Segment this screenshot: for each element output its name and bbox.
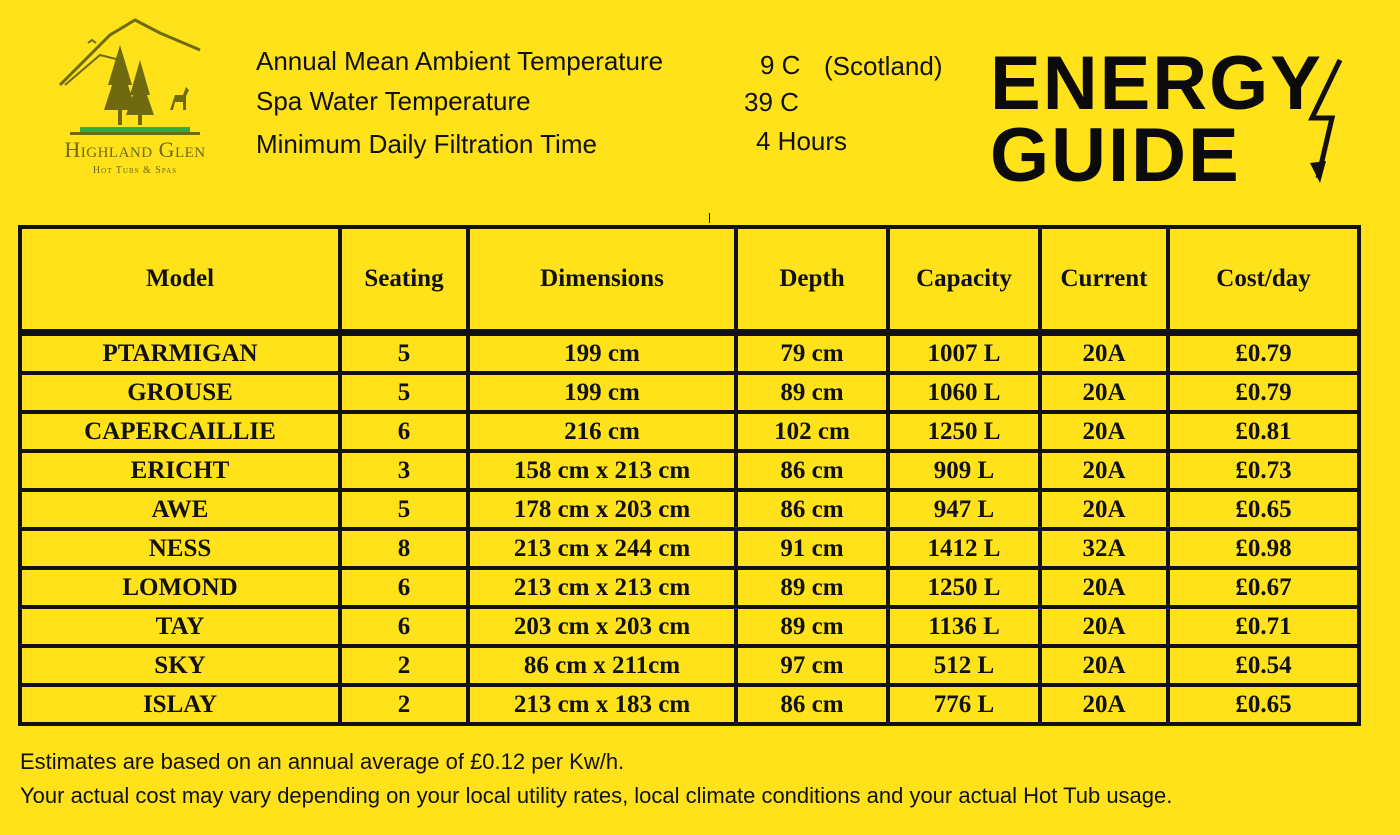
- mountain-deer-logo-icon: [40, 15, 230, 140]
- table-row: [20, 529, 1359, 568]
- lightning-bolt-icon: [1290, 58, 1350, 183]
- capacity-cell: 1412 L: [888, 529, 1040, 568]
- model-cell: GROUSE: [20, 373, 340, 412]
- model-cell: CAPERCAILLIE: [20, 412, 340, 451]
- brand-line-guide: GUIDE: [990, 113, 1241, 198]
- dimensions-cell: 158 cm x 213 cm: [468, 451, 736, 490]
- seating-cell: 5: [340, 333, 468, 374]
- seating-cell: 2: [340, 646, 468, 685]
- column-header-current: Current: [1040, 227, 1168, 333]
- energy-guide-brand: [990, 38, 1350, 198]
- depth-cell: 86 cm: [736, 451, 888, 490]
- cost-cell: £0.98: [1168, 529, 1359, 568]
- depth-cell: 86 cm: [736, 490, 888, 529]
- logo-tagline: Hot Tubs & Spas: [92, 165, 178, 176]
- depth-cell: 89 cm: [736, 373, 888, 412]
- cost-cell: £0.65: [1168, 490, 1359, 529]
- current-cell: 20A: [1040, 333, 1168, 374]
- capacity-cell: 947 L: [888, 490, 1040, 529]
- table-row: [20, 412, 1359, 451]
- current-cell: 20A: [1040, 607, 1168, 646]
- dimensions-cell: 213 cm x 213 cm: [468, 568, 736, 607]
- model-cell: PTARMIGAN: [20, 333, 340, 374]
- cost-cell: £0.71: [1168, 607, 1359, 646]
- current-cell: 20A: [1040, 412, 1168, 451]
- capacity-cell: 909 L: [888, 451, 1040, 490]
- depth-cell: 89 cm: [736, 568, 888, 607]
- footer-note-disclaimer: Your actual cost may vary depending on your local utility rates, local climate conditions and your actual Hot Tub usage.: [20, 783, 1173, 808]
- column-header-cost-per-day: Cost/day: [1168, 227, 1359, 333]
- column-header-depth: Depth: [736, 227, 888, 333]
- current-cell: 20A: [1040, 490, 1168, 529]
- model-cell: ERICHT: [20, 451, 340, 490]
- depth-cell: 97 cm: [736, 646, 888, 685]
- dimensions-cell: 203 cm x 203 cm: [468, 607, 736, 646]
- table-row: [20, 451, 1359, 490]
- footer-note-rate: Estimates are based on an annual average of £0.12 per Kw/h.: [20, 749, 625, 774]
- filtration-time-value: 4 Hours: [756, 126, 848, 156]
- dimensions-cell: 199 cm: [468, 373, 736, 412]
- dimensions-cell: 216 cm: [468, 412, 736, 451]
- dimensions-cell: 199 cm: [468, 333, 736, 374]
- table-row: [20, 607, 1359, 646]
- current-cell: 20A: [1040, 685, 1168, 724]
- ambient-temp-note: (Scotland): [824, 51, 943, 81]
- depth-cell: 86 cm: [736, 685, 888, 724]
- cost-cell: £0.65: [1168, 685, 1359, 724]
- depth-cell: 89 cm: [736, 607, 888, 646]
- filtration-time-label: Minimum Daily Filtration Time: [256, 129, 597, 159]
- capacity-cell: 1250 L: [888, 568, 1040, 607]
- capacity-cell: 1007 L: [888, 333, 1040, 374]
- table-row: [20, 646, 1359, 685]
- capacity-cell: 1136 L: [888, 607, 1040, 646]
- column-header-dimensions: Dimensions: [468, 227, 736, 333]
- table-row: [20, 373, 1359, 412]
- logo-name: Highland Glen: [64, 137, 206, 162]
- depth-cell: 79 cm: [736, 333, 888, 374]
- seating-cell: 2: [340, 685, 468, 724]
- seating-cell: 6: [340, 412, 468, 451]
- current-cell: 20A: [1040, 568, 1168, 607]
- capacity-cell: 776 L: [888, 685, 1040, 724]
- energy-guide-table: [18, 225, 1361, 726]
- dimensions-cell: 86 cm x 211cm: [468, 646, 736, 685]
- dimensions-cell: 213 cm x 183 cm: [468, 685, 736, 724]
- seating-cell: 5: [340, 490, 468, 529]
- depth-cell: 91 cm: [736, 529, 888, 568]
- table-row: [20, 490, 1359, 529]
- seating-cell: 6: [340, 568, 468, 607]
- table-row: [20, 685, 1359, 724]
- capacity-cell: 1250 L: [888, 412, 1040, 451]
- capacity-cell: 1060 L: [888, 373, 1040, 412]
- cost-cell: £0.54: [1168, 646, 1359, 685]
- ambient-temp-value: 9 C: [760, 50, 801, 80]
- depth-cell: 102 cm: [736, 412, 888, 451]
- water-temp-label: Spa Water Temperature: [256, 86, 531, 116]
- column-header-model: Model: [20, 227, 340, 333]
- water-temp-value: 39 C: [744, 87, 799, 117]
- seating-cell: 3: [340, 451, 468, 490]
- ambient-temp-label: Annual Mean Ambient Temperature: [256, 46, 664, 76]
- model-cell: AWE: [20, 490, 340, 529]
- column-header-capacity: Capacity: [888, 227, 1040, 333]
- seating-cell: 5: [340, 373, 468, 412]
- table-row: [20, 333, 1359, 374]
- current-cell: 20A: [1040, 373, 1168, 412]
- seating-cell: 6: [340, 607, 468, 646]
- highland-glen-logo: [40, 15, 230, 180]
- model-cell: TAY: [20, 607, 340, 646]
- table-row: [20, 568, 1359, 607]
- current-cell: 20A: [1040, 451, 1168, 490]
- model-cell: LOMOND: [20, 568, 340, 607]
- divider-tick: [709, 213, 710, 223]
- dimensions-cell: 178 cm x 203 cm: [468, 490, 736, 529]
- current-cell: 20A: [1040, 646, 1168, 685]
- current-cell: 32A: [1040, 529, 1168, 568]
- table-header-row: [20, 227, 1359, 333]
- column-header-seating: Seating: [340, 227, 468, 333]
- cost-cell: £0.67: [1168, 568, 1359, 607]
- model-cell: NESS: [20, 529, 340, 568]
- capacity-cell: 512 L: [888, 646, 1040, 685]
- model-cell: ISLAY: [20, 685, 340, 724]
- cost-cell: £0.73: [1168, 451, 1359, 490]
- cost-cell: £0.81: [1168, 412, 1359, 451]
- brand-line-energy: ENERGY: [990, 41, 1323, 126]
- seating-cell: 8: [340, 529, 468, 568]
- dimensions-cell: 213 cm x 244 cm: [468, 529, 736, 568]
- cost-cell: £0.79: [1168, 333, 1359, 374]
- cost-cell: £0.79: [1168, 373, 1359, 412]
- model-cell: SKY: [20, 646, 340, 685]
